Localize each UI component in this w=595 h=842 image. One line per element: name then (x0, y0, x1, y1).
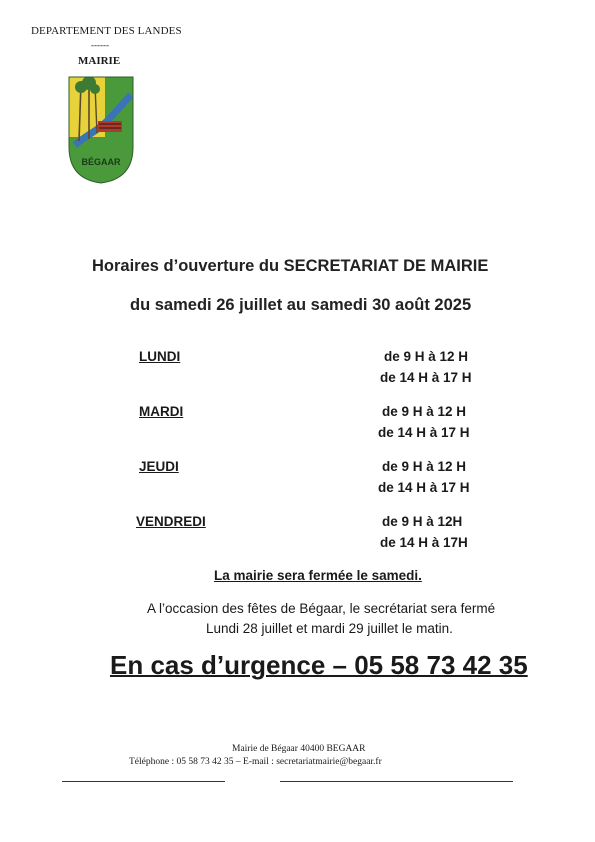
hours-afternoon-lundi: de 14 H à 17 H (380, 370, 472, 385)
festival-notice-line1: A l’occasion des fêtes de Bégaar, le secrétariat sera fermé (147, 601, 496, 616)
signature-line-left (62, 781, 225, 782)
footer-contact: Téléphone : 05 58 73 42 35 – E-mail : secretariatmairie@begaar.fr (129, 757, 382, 767)
schedule-period: du samedi 26 juillet au samedi 30 août 2025 (130, 296, 472, 314)
day-label-mardi: MARDI (139, 404, 184, 419)
crest-text: BÉGAAR (81, 157, 121, 167)
hours-morning-jeudi: de 9 H à 12 H (382, 459, 467, 474)
hours-afternoon-mardi: de 14 H à 17 H (378, 425, 470, 440)
day-label-lundi: LUNDI (139, 349, 181, 364)
department-name: DEPARTEMENT DES LANDES (31, 25, 182, 37)
mairie-label: MAIRIE (78, 55, 121, 67)
signature-line-right (280, 781, 513, 782)
day-label-jeudi: JEUDI (139, 459, 179, 474)
header-separator: ------ (91, 40, 109, 50)
hours-afternoon-vendredi: de 14 H à 17H (380, 535, 468, 550)
hours-morning-vendredi: de 9 H à 12H (382, 514, 463, 529)
saturday-closure-notice: La mairie sera fermée le samedi. (214, 568, 422, 583)
hours-morning-lundi: de 9 H à 12 H (384, 349, 469, 364)
town-crest (65, 75, 137, 185)
emergency-phone: En cas d’urgence – 05 58 73 42 35 (110, 650, 528, 680)
festival-notice-line2: Lundi 28 juillet et mardi 29 juillet le matin. (206, 621, 453, 636)
hours-morning-mardi: de 9 H à 12 H (382, 404, 467, 419)
schedule-title: Horaires d’ouverture du SECRETARIAT DE MAIRIE (92, 257, 489, 275)
hours-afternoon-jeudi: de 14 H à 17 H (378, 480, 470, 495)
day-label-vendredi: VENDREDI (136, 514, 206, 529)
footer-address: Mairie de Bégaar 40400 BEGAAR (232, 744, 366, 754)
